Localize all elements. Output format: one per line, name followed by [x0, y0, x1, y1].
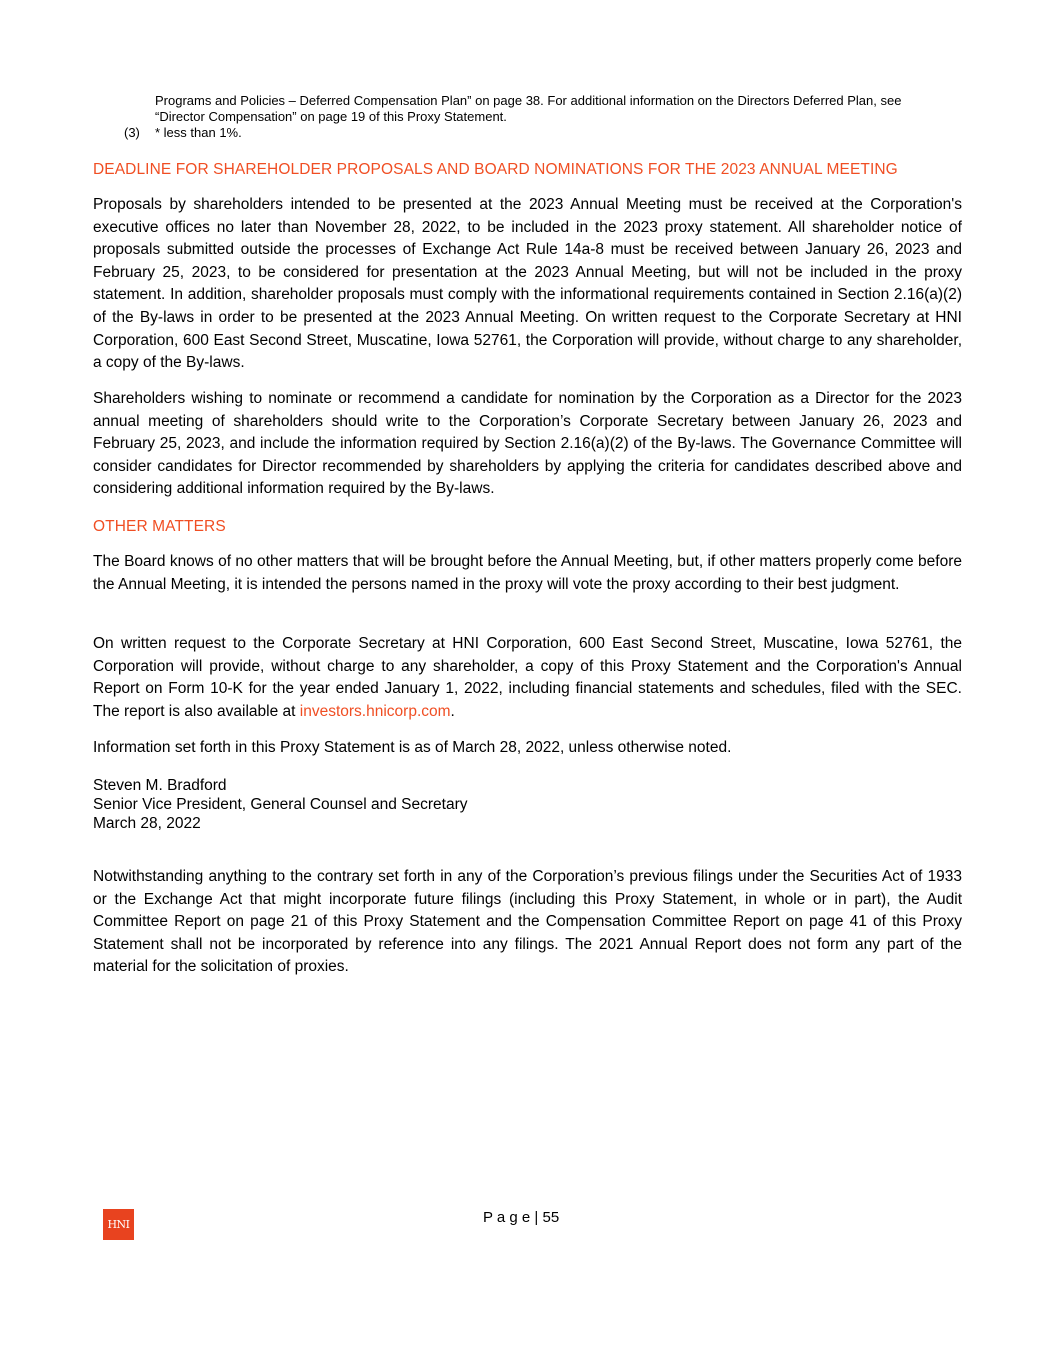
paragraph-nominations: Shareholders wishing to nominate or recommend a candidate for nomination by the Corporation as a Director for the 2023 annual meeting of shareholders should write to the Corporation’s Corporate Secretary between January 26, 2023 and February 25, 2023, and include the information required by Section 2.16(a)(2) of the By-laws. The Governance Committee will consider candidates for Director recommended by shareholders by applying the criteria for candidates described above and considering additional information required by the By-laws. — [93, 390, 962, 498]
investor-site-link[interactable]: investors.hnicorp.com — [299, 702, 451, 720]
page-separator: | — [530, 1209, 543, 1226]
signer-name: Steven M. Bradford — [93, 777, 227, 794]
footnote-3 — [124, 125, 242, 141]
paragraph-written-request — [93, 633, 962, 723]
page-number-value: 55 — [542, 1209, 560, 1226]
page-number — [483, 1209, 559, 1227]
paragraph-other-matters: The Board knows of no other matters that will be brought before the Annual Meeting, but, if other matters properly come before the Annual Meeting, it is intended the persons named in the proxy will vote the proxy according to their best judgment. — [93, 553, 962, 593]
footnote-line-1: Programs and Policies – Deferred Compensation Plan” on page 38. For additional information on the Directors Deferred Plan, see — [155, 93, 902, 108]
footnote-text: * less than 1%. — [155, 125, 242, 140]
paragraph-text-after-link: . — [450, 702, 455, 720]
disclaimer-paragraph: Notwithstanding anything to the contrary set forth in any of the Corporation’s previous filings under the Securities Act of 1933 or the Exchange Act that might incorporate future filings (including this Proxy Statement, in whole or in part), the Audit Committee Report on page 21 of this Proxy Statement and the Compensation Committee Report on page 41 of this Proxy Statement shall not be incorporated by reference into any filings. The 2021 Annual Report does not form any part of the material for the solicitation of proxies. — [93, 868, 962, 976]
footnote-continuation — [155, 93, 962, 125]
signer-title: Senior Vice President, General Counsel and Secretary — [93, 796, 468, 813]
section-heading-other-matters: OTHER MATTERS — [93, 518, 226, 535]
hni-logo: HNI — [103, 1209, 134, 1240]
signature-date: March 28, 2022 — [93, 815, 201, 832]
section-heading-deadline: DEADLINE FOR SHAREHOLDER PROPOSALS AND BOARD NOMINATIONS FOR THE 2023 ANNUAL MEETING — [93, 161, 898, 178]
paragraph-information-date: Information set forth in this Proxy Statement is as of March 28, 2022, unless otherwise noted. — [93, 739, 732, 756]
paragraph-text-before-link: On written request to the Corporate Secretary at HNI Corporation, 600 East Second Street, Muscatine, Iowa 52761, the Corporation will provide, without charge to any shareholder, a copy of this Proxy Statement and the Corporation's Annual Report on Form 10-K for the year ended January 1, 2022, including financial statements and schedules, filed with the SEC. The report is also available at — [93, 635, 962, 720]
signature-block — [93, 776, 468, 833]
footnote-number: (3) — [124, 125, 140, 140]
footnote-line-2: “Director Compensation” on page 19 of this Proxy Statement. — [155, 109, 507, 124]
page-label: P a g e — [483, 1209, 531, 1226]
paragraph-proposals: Proposals by shareholders intended to be presented at the 2023 Annual Meeting must be received at the Corporation's executive offices no later than November 28, 2022, to be included in the 2023 proxy statement. All shareholder notice of proposals submitted outside the processes of Exchange Act Rule 14a-8 must be received between January 26, 2023 and February 25, 2023, to be considered for presentation at the 2023 Annual Meeting, but will not be included in the proxy statement. In addition, shareholder proposals must comply with the informational requirements contained in Section 2.16(a)(2) of the By-laws in order to be presented at the 2023 Annual Meeting. On written request to the Corporate Secretary at HNI Corporation, 600 East Second Street, Muscatine, Iowa 52761, the Corporation will provide, without charge to any shareholder, a copy of the By-laws. — [93, 196, 962, 372]
